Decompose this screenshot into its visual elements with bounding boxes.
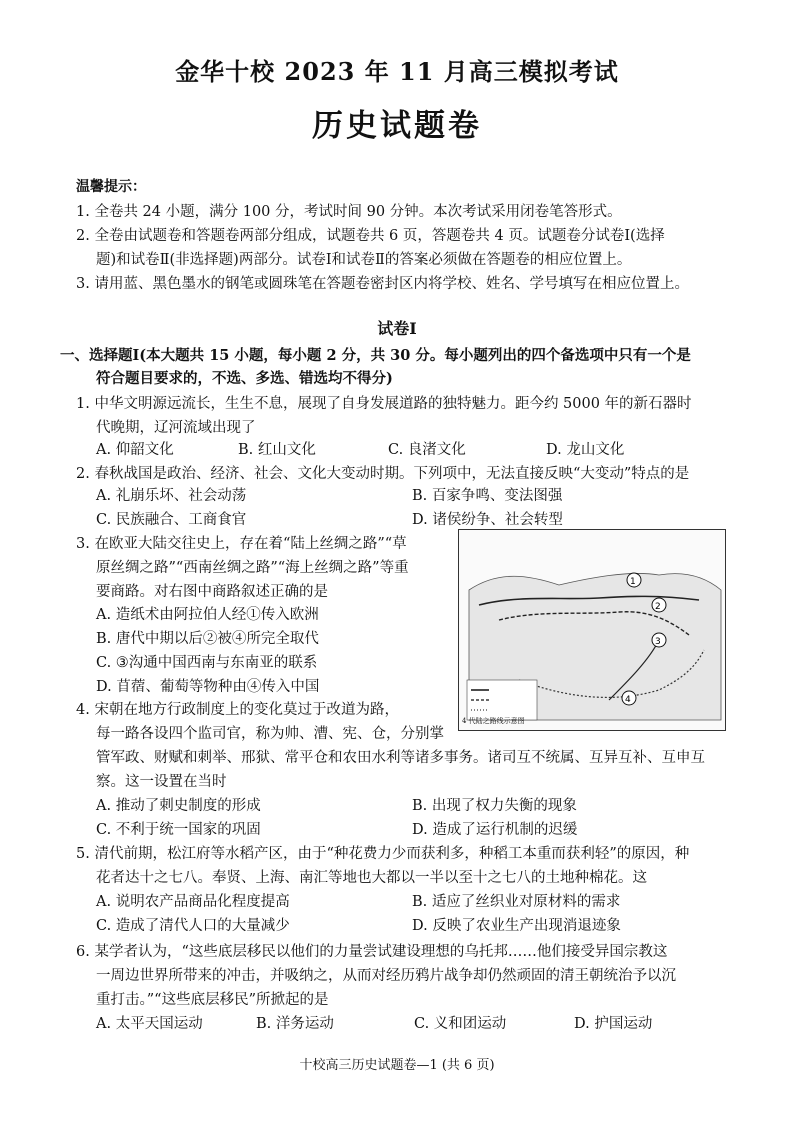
option-d: D. 反映了农业生产出现消退迹象 <box>412 918 621 934</box>
option-b: B. 百家争鸣、变法图强 <box>412 488 563 504</box>
tip-line: 1. 全卷共 24 小题，满分 100 分，考试时间 90 分钟。本次考试采用闭卷笔答形式。 <box>76 204 622 220</box>
option-c: C. ③沟通中国西南与东南亚的联系 <box>96 655 318 671</box>
svg-text:3: 3 <box>655 637 661 647</box>
option-d: D. 诸侯纷争、社会转型 <box>412 512 563 528</box>
question-text: 重打击。”“这些底层移民”所掀起的是 <box>96 992 329 1008</box>
option-c: C. 民族融合、工商食官 <box>96 512 247 528</box>
option-b: B. 出现了权力失衡的现象 <box>412 798 577 814</box>
option-a: A. 仰韶文化 <box>96 442 174 458</box>
map-caption: 4 代陆之路线示意图 <box>462 717 525 725</box>
option-d: D. 造成了运行机制的迟缓 <box>412 822 578 838</box>
tips-heading: 温馨提示： <box>76 179 146 195</box>
option-c: C. 义和团运动 <box>414 1016 507 1032</box>
question-text: 花者达十之七八。奉贤、上海、南汇等地也大都以一半以至十之七八的土地种棉花。这 <box>96 870 647 886</box>
question-text: 2. 春秋战国是政治、经济、社会、文化大变动时期。下列项中，无法直接反映“大变动”特点的是 <box>76 466 690 482</box>
tip-line: 题)和试卷Ⅱ(非选择题)两部分。试卷Ⅰ和试卷Ⅱ的答案必须做在答题卷的相应位置上。 <box>96 252 632 268</box>
silk-road-map <box>458 529 726 731</box>
question-text: 3. 在欧亚大陆交往史上，存在着“陆上丝绸之路”“草 <box>76 536 407 552</box>
option-b: B. 洋务运动 <box>256 1016 334 1032</box>
option-a: A. 太平天国运动 <box>96 1016 203 1032</box>
tip-line: 2. 全卷由试题卷和答题卷两部分组成，试题卷共 6 页，答题卷共 4 页。试题卷分试卷Ⅰ(选择 <box>76 228 665 244</box>
section-heading: 符合题目要求的，不选、多选、错选均不得分) <box>96 370 393 387</box>
question-text: 5. 清代前期，松江府等水稻产区，由于“种花费力少而获利多，种稻工本重而获利轻”的原因，种 <box>76 846 690 862</box>
option-a: A. 造纸术由阿拉伯人经①传入欧洲 <box>96 607 319 623</box>
section-heading: 一、选择题Ⅰ(本大题共 15 小题，每小题 2 分，共 30 分。每小题列出的四个备选项中只有一个是 <box>60 347 691 364</box>
option-a: A. 推动了刺史制度的形成 <box>96 798 261 814</box>
option-a: A. 说明农产品商品化程度提高 <box>96 894 290 910</box>
question-text: 管军政、财赋和刺举、邢狱、常平仓和农田水利等诸多事务。诸司互不统属、互异互补、互申互 <box>96 750 705 766</box>
question-text: 6. 某学者认为，“这些底层移民以他们的力量尝试建设理想的乌托邦……他们接受异国宗教这 <box>76 944 668 960</box>
question-text: 1. 中华文明源远流长，生生不息，展现了自身发展道路的独特魅力。距今约 5000 年的新石器时 <box>76 396 692 412</box>
question-text: 4. 宋朝在地方行政制度上的变化莫过于改道为路， <box>76 702 399 718</box>
svg-text:1: 1 <box>630 577 636 587</box>
question-text: 一周边世界所带来的冲击，并吸纳之，从而对经历鸦片战争却仍然顽固的清王朝统治予以沉 <box>96 968 676 984</box>
svg-text:2: 2 <box>655 602 661 612</box>
option-d: D. 护国运动 <box>574 1016 653 1032</box>
option-c: C. 不利于统一国家的巩固 <box>96 822 261 838</box>
option-a: A. 礼崩乐坏、社会动荡 <box>96 488 247 504</box>
question-text: 代晚期，辽河流域出现了 <box>96 420 256 436</box>
option-b: B. 唐代中期以后②被④所完全取代 <box>96 631 319 647</box>
subject-title: 历史试题卷 <box>312 108 482 144</box>
question-text: 要商路。对右图中商路叙述正确的是 <box>96 584 328 600</box>
option-b: B. 适应了丝织业对原材料的需求 <box>412 894 621 910</box>
exam-title: 金华十校 2023 年 11 月高三模拟考试 <box>175 57 619 86</box>
option-c: C. 良渚文化 <box>388 442 466 458</box>
option-d: D. 苜蓿、葡萄等物种由④传入中国 <box>96 679 320 695</box>
tip-line: 3. 请用蓝、黑色墨水的钢笔或圆珠笔在答题卷密封区内将学校、姓名、学号填写在相应位置上。 <box>76 276 689 292</box>
option-d: D. 龙山文化 <box>546 442 625 458</box>
page-footer: 十校高三历史试题卷—1 (共 6 页) <box>299 1058 495 1073</box>
question-text: 察。这一设置在当时 <box>96 774 227 790</box>
map-graphic <box>459 530 725 730</box>
option-c: C. 造成了清代人口的大量减少 <box>96 918 290 934</box>
question-text: 每一路各设四个监司官，称为帅、漕、宪、仓，分别掌 <box>96 726 444 742</box>
option-b: B. 红山文化 <box>238 442 316 458</box>
section-title: 试卷Ⅰ <box>377 319 417 338</box>
question-text: 原丝绸之路”“西南丝绸之路”“海上丝绸之路”等重 <box>96 560 409 576</box>
svg-text:4: 4 <box>625 695 631 705</box>
